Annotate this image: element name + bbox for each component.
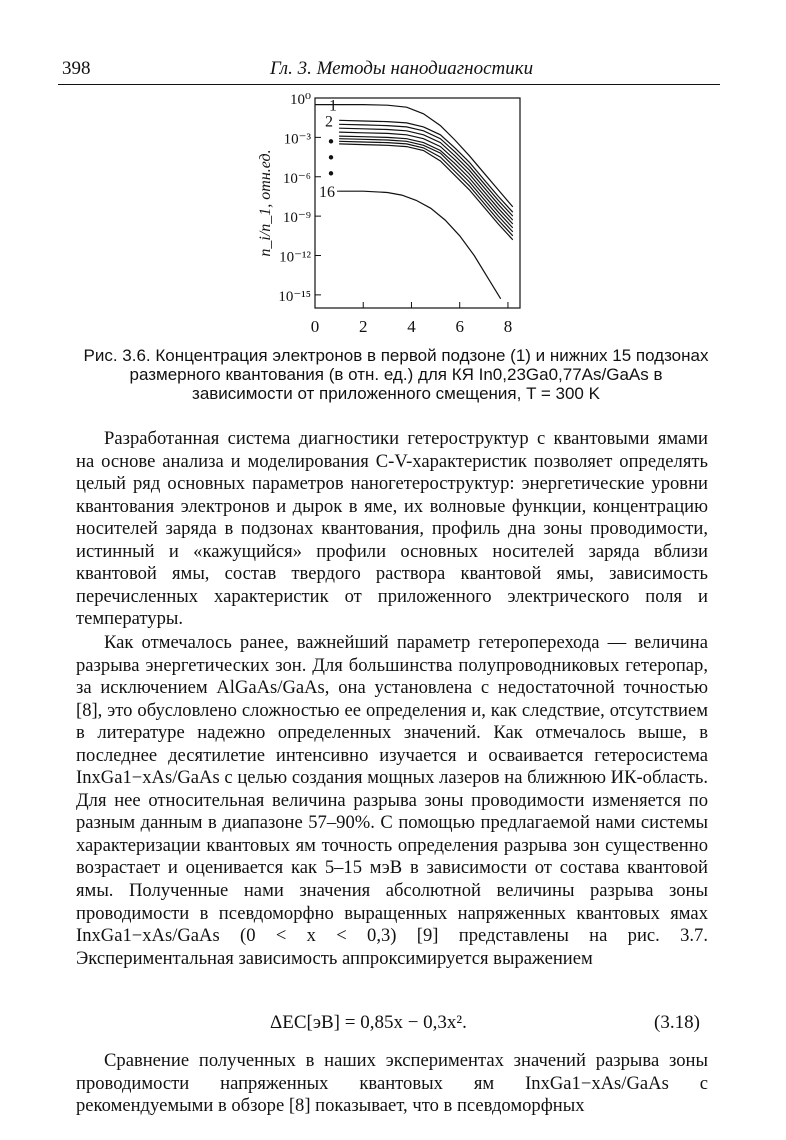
curve-label-2: 2: [325, 113, 333, 131]
curve-label-dot: [329, 155, 333, 159]
running-title: Гл. 3. Методы нанодиагностики: [270, 58, 534, 79]
series-line-8: [339, 141, 513, 236]
y-tick-label: 10⁻⁹: [282, 210, 311, 227]
curve-label-1: 1: [329, 97, 337, 115]
header-rule: [58, 84, 720, 85]
chart-lines: [315, 105, 513, 299]
chart-ticks: [278, 92, 512, 336]
page-number: 398: [62, 58, 91, 79]
curve-label-dot: [329, 171, 333, 175]
curve-label-dot: [329, 139, 333, 143]
x-tick-label: 2: [358, 317, 368, 336]
paragraph-2: Как отмечалось ранее, важнейший параметр гетероперехода — величина разрыва энергетических зон. Для большинства полупроводниковых гетеропар, за исключением AlGaAs/GaAs, она установлена с недостаточной точностью [8], это обусловлено сложностью ее определения и, как следствие, отсутствием в литературе надежно определенных значений. Как отмечалось выше, в последнее десятилетие интенсивно изучается и осваивается гетеросистема InxGa1−xAs/GaAs с целью создания мощных лазеров на ближнюю ИК-область. Для нее относительная величина разрыва зоны проводимости изменяется по разным данным в диапазоне 57–90%. С помощью предлагаемой нами системы характеризации квантовых ям точность определения разрыва зон существенно возрастает и оценивается как 5–15 мэВ в зависимости от состава квантовой ямы. Полученные нами значения абсолютной величины разрыва зоны проводимости в псевдоморфно выращенных напряженных квантовых ямах InxGa1−xAs/GaAs (0 < x < 0,3) [9] представлены на рис. 3.7. Экспериментальная зависимость аппроксимируется выражением: [76, 632, 708, 969]
paragraph-3: Сравнение полученных в наших экспериментах значений разрыва зоны проводимости напряженных квантовых ям InxGa1−xAs/GaAs с рекомендуемыми в обзоре [8] показывает, что в псевдоморфных: [76, 1050, 708, 1117]
formula-number: (3.18): [654, 1012, 700, 1033]
y-tick-label: 10⁻⁶: [282, 170, 311, 187]
paragraph-1: Разработанная система диагностики гетероструктур с квантовыми ямами на основе анализа и моделирования C-V-характеристик позволяет определять целый ряд основных параметров наногетероструктур: энергетические уровни квантования электронов и дырок в яме, их волновые функции, концентрацию носителей заряда в подзонах квантования, профиль дна зоны проводимости, истинный и «кажущийся» профили основных носителей заряда вблизи квантовой ямы, состав твердого раствора квантовой ямы, зависимость перечисленных характеристик от приложенного электрического поля и температуры.: [76, 428, 708, 630]
figure-3-6-chart: [240, 86, 540, 348]
formula: ΔEC[эВ] = 0,85x − 0,3x².: [270, 1012, 467, 1033]
y-tick-label: 10⁻¹²: [279, 249, 311, 266]
y-tick-label: 10⁻³: [283, 131, 311, 148]
series-line-10: [339, 191, 501, 299]
x-tick-label: 4: [407, 317, 416, 336]
y-tick-label: 10⁻¹⁵: [278, 288, 311, 305]
x-tick-label: 8: [503, 317, 513, 336]
curve-label-16: 16: [319, 184, 335, 202]
y-tick-label: 10⁰: [289, 92, 311, 108]
x-tick-label: 0: [310, 317, 320, 336]
x-tick-label: 6: [455, 317, 464, 336]
figure-caption: Рис. 3.6. Концентрация электронов в первой подзоне (1) и нижних 15 подзонах размерного квантования (в отн. ед.) для КЯ In0,23Ga0,77As/GaAs в зависимости от приложенного смещения, T = 300 K: [83, 346, 709, 403]
y-axis-label: n_i/n_1, отн.ед.: [257, 149, 274, 257]
